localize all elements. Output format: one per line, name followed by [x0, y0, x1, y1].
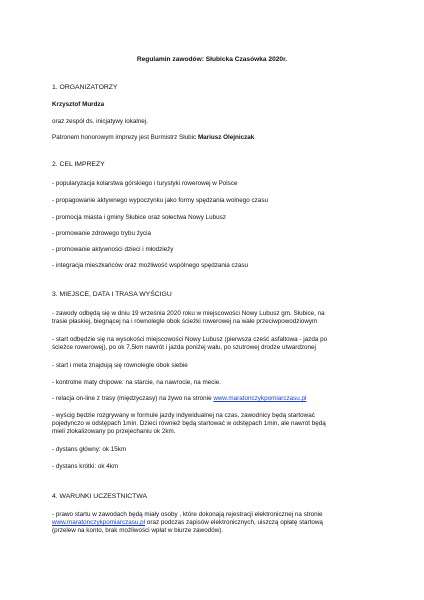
patron-name: Mariusz Olejniczak: [197, 134, 255, 141]
start-finish-line: - start i meta znajdują się równolegle obok siebie: [52, 362, 188, 369]
text-line: (przelew na konto, brak możliwości wpłat w biurze zawodów).: [52, 527, 224, 535]
section-1-heading: 1. ORGANIZATORZY: [52, 84, 118, 91]
text-line: - prawo startu w zawodach będą miały osoby , które dokonają rejestracji elektronicznej na stronie: [52, 511, 323, 518]
text-line: - zawody odbędą się w dniu 19 września 2020 roku w miejscowości Nowy Lubusz gm. Słubice, na: [52, 310, 325, 317]
venue-paragraph: [52, 310, 382, 326]
goal-item: - popularyzacja kolarstwa górskiego i turystyki rowerowej w Polsce: [52, 180, 238, 187]
start-paragraph: [52, 336, 382, 352]
goal-item: - propagowanie aktywnego wypoczynku jako formy spędzania wolnego czasu: [52, 197, 268, 204]
live-relay-line: [52, 395, 382, 403]
goal-item: - promowanie aktywności dzieci i młodzieży: [52, 246, 174, 253]
short-distance-line: - dystans krótki: ok 4km: [52, 463, 119, 470]
live-relay-text: - relacja on-line z trasy (międzyczasy) na żywo na stronie: [52, 395, 214, 402]
goal-item: - promocja miasta i gminy Słubice oraz sołectwa Nowy Lubusz: [52, 214, 226, 221]
goal-item: - integracja mieszkańców oraz możliwość wspólnego spędzania czasu: [52, 262, 248, 269]
main-distance-line: - dystans główny: ok 15km: [52, 446, 127, 453]
format-paragraph: [52, 412, 382, 437]
text-line: - wyścig będzie rozgrywany w formule jazdy indywidualnej na czas, zawodnicy będą startować: [52, 412, 315, 419]
goal-item: - promowanie zdrowego trybu życia: [52, 230, 152, 237]
results-website-link[interactable]: www.maratonczykpomiarczasu.pl: [213, 395, 307, 402]
text-line: mieli zlokalizowany po przejechaniu ok 2km.: [52, 428, 176, 436]
organizer-name: Krzysztof Murdza: [52, 101, 105, 108]
patron-text: Patronem honorowym imprezy jest Burmistrz Słubic: [52, 134, 198, 141]
section-4-heading: 4. WARUNKI UCZESTNICTWA: [52, 493, 148, 500]
text-line: [52, 519, 382, 527]
text-line: pojedynczo w odstępach 1min. Dzieci również będą startować w odstępach 1min, ale nawrót będą: [52, 420, 326, 428]
section-2-heading: 2. CEL IMPREZY: [52, 161, 105, 168]
text-line: trasie płaskiej, biegnącej na i równolegle obok ścieżki rowerowej na wale przeciwpowodziowym: [52, 318, 318, 326]
text-line: ścieżce rowerowej), po ok 7,5km nawrót i jazda poniżej wału, po szutrowej drodze utwardzonej: [52, 344, 316, 352]
text-line: - start odbędzie się na wysokości miejscowości Nowy Lubusz (pierwsza cześć asfaltowa - jazda po: [52, 336, 328, 343]
chip-mats-line: - kontrolne maty chipowe: na starcie, na nawrocie, na mecie.: [52, 379, 222, 386]
section-3-heading: 3. MIEJSCE, DATA I TRASA WYŚCIGU: [52, 291, 172, 298]
text-fragment: oraz podczas zapisów elektronicznych, uiszczą opłatę startową: [145, 519, 323, 527]
document-title: Regulamin zawodów: Słubicka Czasówka 2020r.: [136, 56, 288, 63]
registration-website-link[interactable]: www.maratonczykpomiarczasu.pl: [52, 519, 146, 527]
patron-line: [52, 134, 382, 142]
organizer-team: oraz zespół ds. inicjatywy lokalnej.: [52, 118, 148, 125]
participation-paragraph: [52, 511, 382, 536]
